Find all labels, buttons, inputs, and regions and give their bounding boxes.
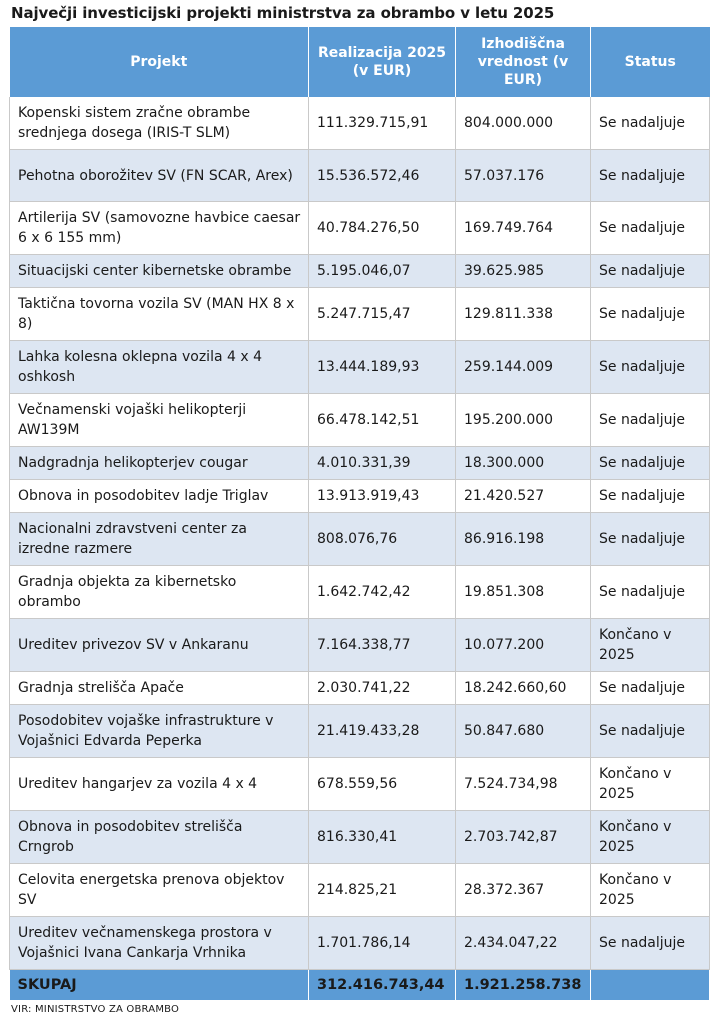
investment-table <box>9 27 710 1000</box>
cell-realization: 7.164.338,77 <box>309 618 456 671</box>
cell-project: Ureditev večnamenskega prostora v Vojašnici Ivana Cankarja Vrhnika <box>10 916 309 969</box>
cell-baseline: 804.000.000 <box>456 97 591 149</box>
cell-status: Se nadaljuje <box>591 916 710 969</box>
cell-realization: 13.444.189,93 <box>309 340 456 393</box>
table-row <box>10 671 710 704</box>
cell-project: Obnova in posodobitev ladje Triglav <box>10 479 309 512</box>
table-row <box>10 446 710 479</box>
cell-status: Se nadaljuje <box>591 254 710 287</box>
cell-status: Se nadaljuje <box>591 512 710 565</box>
table-row <box>10 149 710 201</box>
cell-status: Končano v 2025 <box>591 810 710 863</box>
cell-baseline: 28.372.367 <box>456 863 591 916</box>
cell-realization: 1.701.786,14 <box>309 916 456 969</box>
cell-status: Končano v 2025 <box>591 863 710 916</box>
cell-baseline: 21.420.527 <box>456 479 591 512</box>
cell-status: Se nadaljuje <box>591 393 710 446</box>
table-row <box>10 757 710 810</box>
cell-project: Gradnja strelišča Apače <box>10 671 309 704</box>
cell-baseline: 39.625.985 <box>456 254 591 287</box>
cell-baseline: 2.434.047,22 <box>456 916 591 969</box>
cell-realization: 4.010.331,39 <box>309 446 456 479</box>
cell-project: Artilerija SV (samovozne havbice caesar 6 x 6 155 mm) <box>10 201 309 254</box>
total-label: SKUPAJ <box>10 969 309 1000</box>
cell-status: Se nadaljuje <box>591 201 710 254</box>
cell-baseline: 2.703.742,87 <box>456 810 591 863</box>
cell-project: Gradnja objekta za kibernetsko obrambo <box>10 565 309 618</box>
cell-project: Ureditev hangarjev za vozila 4 x 4 <box>10 757 309 810</box>
cell-status: Se nadaljuje <box>591 287 710 340</box>
cell-project: Lahka kolesna oklepna vozila 4 x 4 oshkosh <box>10 340 309 393</box>
table-row <box>10 479 710 512</box>
cell-status: Končano v 2025 <box>591 757 710 810</box>
header-realization: Realizacija 2025 (v EUR) <box>309 27 456 97</box>
table-row <box>10 916 710 969</box>
header-row <box>10 27 710 97</box>
header-status: Status <box>591 27 710 97</box>
cell-project: Posodobitev vojaške infrastrukture v Vojašnici Edvarda Peperka <box>10 704 309 757</box>
cell-status: Se nadaljuje <box>591 340 710 393</box>
cell-status: Se nadaljuje <box>591 97 710 149</box>
cell-status: Se nadaljuje <box>591 671 710 704</box>
table-row <box>10 863 710 916</box>
cell-status: Se nadaljuje <box>591 446 710 479</box>
cell-project: Kopenski sistem zračne obrambe srednjega dosega (IRIS-T SLM) <box>10 97 309 149</box>
header-baseline: Izhodiščna vrednost (v EUR) <box>456 27 591 97</box>
cell-realization: 214.825,21 <box>309 863 456 916</box>
table-row <box>10 287 710 340</box>
cell-status: Se nadaljuje <box>591 149 710 201</box>
cell-realization: 21.419.433,28 <box>309 704 456 757</box>
cell-status: Se nadaljuje <box>591 565 710 618</box>
table-row <box>10 512 710 565</box>
cell-baseline: 7.524.734,98 <box>456 757 591 810</box>
cell-realization: 5.247.715,47 <box>309 287 456 340</box>
cell-status: Se nadaljuje <box>591 479 710 512</box>
table-row <box>10 704 710 757</box>
table-row <box>10 201 710 254</box>
cell-project: Nacionalni zdravstveni center za izredne razmere <box>10 512 309 565</box>
cell-baseline: 50.847.680 <box>456 704 591 757</box>
table-row <box>10 565 710 618</box>
cell-project: Ureditev privezov SV v Ankaranu <box>10 618 309 671</box>
cell-project: Taktična tovorna vozila SV (MAN HX 8 x 8) <box>10 287 309 340</box>
table-row <box>10 810 710 863</box>
cell-realization: 66.478.142,51 <box>309 393 456 446</box>
cell-project: Situacijski center kibernetske obrambe <box>10 254 309 287</box>
total-baseline: 1.921.258.738 <box>456 969 591 1000</box>
cell-status: Končano v 2025 <box>591 618 710 671</box>
cell-realization: 5.195.046,07 <box>309 254 456 287</box>
cell-realization: 40.784.276,50 <box>309 201 456 254</box>
cell-status: Se nadaljuje <box>591 704 710 757</box>
cell-baseline: 19.851.308 <box>456 565 591 618</box>
cell-realization: 13.913.919,43 <box>309 479 456 512</box>
cell-baseline: 169.749.764 <box>456 201 591 254</box>
source-note: VIR: MINISTRSTVO ZA OBRAMBO <box>11 1004 180 1015</box>
cell-project: Večnamenski vojaški helikopterji AW139M <box>10 393 309 446</box>
header-project: Projekt <box>10 27 309 97</box>
cell-baseline: 57.037.176 <box>456 149 591 201</box>
cell-baseline: 18.300.000 <box>456 446 591 479</box>
total-row <box>10 969 710 1000</box>
cell-baseline: 10.077.200 <box>456 618 591 671</box>
cell-realization: 808.076,76 <box>309 512 456 565</box>
table-row <box>10 97 710 149</box>
cell-realization: 2.030.741,22 <box>309 671 456 704</box>
table-row <box>10 254 710 287</box>
table-row <box>10 618 710 671</box>
cell-baseline: 195.200.000 <box>456 393 591 446</box>
cell-project: Celovita energetska prenova objektov SV <box>10 863 309 916</box>
total-realization: 312.416.743,44 <box>309 969 456 1000</box>
cell-realization: 1.642.742,42 <box>309 565 456 618</box>
cell-baseline: 86.916.198 <box>456 512 591 565</box>
cell-realization: 816.330,41 <box>309 810 456 863</box>
table-row <box>10 393 710 446</box>
table-row <box>10 340 710 393</box>
cell-realization: 678.559,56 <box>309 757 456 810</box>
cell-baseline: 18.242.660,60 <box>456 671 591 704</box>
cell-project: Pehotna oborožitev SV (FN SCAR, Arex) <box>10 149 309 201</box>
cell-realization: 111.329.715,91 <box>309 97 456 149</box>
cell-baseline: 129.811.338 <box>456 287 591 340</box>
cell-project: Nadgradnja helikopterjev cougar <box>10 446 309 479</box>
table-title: Največji investicijski projekti ministrstva za obrambo v letu 2025 <box>11 4 555 22</box>
cell-baseline: 259.144.009 <box>456 340 591 393</box>
total-status <box>591 969 710 1000</box>
cell-realization: 15.536.572,46 <box>309 149 456 201</box>
cell-project: Obnova in posodobitev strelišča Crngrob <box>10 810 309 863</box>
